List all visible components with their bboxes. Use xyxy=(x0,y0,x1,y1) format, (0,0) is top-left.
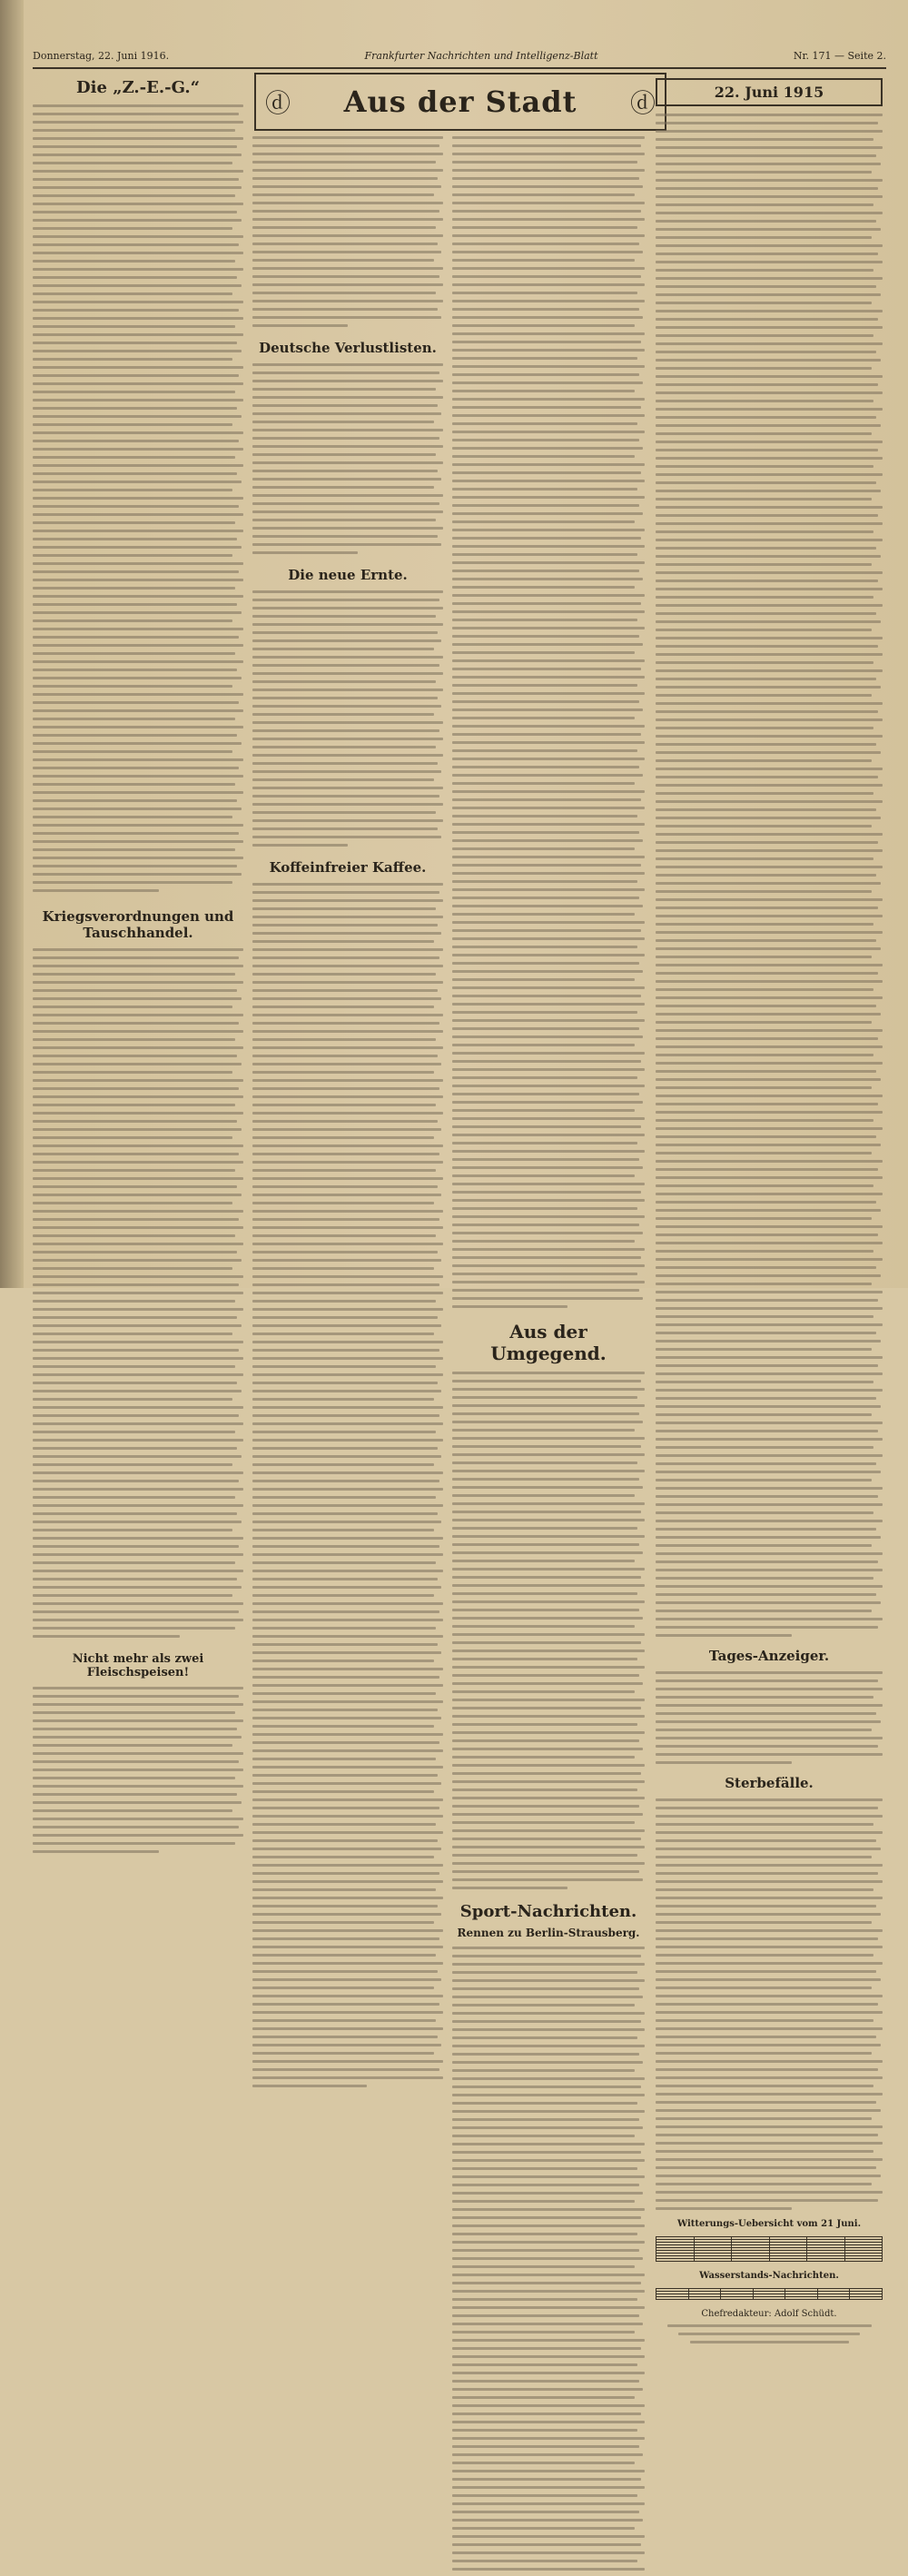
article-text xyxy=(33,1687,243,1853)
weather-table-title: Witterungs-Uebersicht vom 21 Juni. xyxy=(676,2219,862,2229)
article-text xyxy=(33,104,243,892)
date-box-text: 22. Juni 1915 xyxy=(714,84,824,101)
article-subheading-rennen: Rennen zu Berlin-Strausberg. xyxy=(457,1927,640,1939)
ornament-right-icon: ⓓ xyxy=(629,88,656,118)
section-masthead xyxy=(254,73,666,131)
section-title: Aus der Stadt xyxy=(343,84,577,119)
article-text xyxy=(452,1372,645,1889)
article-heading-tages-anzeiger: Tages-Anzeiger. xyxy=(708,1648,830,1664)
article-text xyxy=(252,363,443,554)
table-row xyxy=(656,2259,883,2262)
ornament-left-icon: ⓓ xyxy=(265,88,291,118)
header-rule xyxy=(33,67,886,69)
header-title: Frankfurter Nachrichten und Intelligenz-Blatt xyxy=(364,49,598,62)
column-2 xyxy=(252,136,443,2087)
column-4 xyxy=(656,73,883,2343)
page-header xyxy=(33,45,886,65)
water-table-title: Wasserstands-Nachrichten. xyxy=(699,2271,839,2281)
article-text xyxy=(452,1947,645,2576)
article-heading-sport: Sport-Nachrichten. xyxy=(459,1902,637,1921)
article-heading-fleischspeisen: Nicht mehr als zwei Fleischspeisen! xyxy=(72,1652,204,1679)
header-date: Donnerstag, 22. Juni 1916. xyxy=(33,49,170,62)
column-3 xyxy=(452,136,645,2576)
binding-edge xyxy=(0,0,24,1288)
article-text xyxy=(656,1798,883,2210)
article-heading-kaffee: Koffeinfreier Kaffee. xyxy=(269,859,427,876)
article-text xyxy=(252,136,443,327)
article-heading-sterbefaelle: Sterbefälle. xyxy=(725,1775,814,1791)
water-table xyxy=(656,2288,883,2300)
article-heading-ernte: Die neue Ernte. xyxy=(288,567,408,583)
colophon-text: Chefredakteur: Adolf Schüdt. xyxy=(701,2309,837,2319)
table-row xyxy=(656,2297,883,2300)
article-text xyxy=(33,948,243,1638)
article-text xyxy=(252,883,443,2087)
article-heading-verlustlisten: Deutsche Verlustlisten. xyxy=(259,340,437,356)
date-box xyxy=(656,78,883,106)
article-heading-umgegend: Aus der Umgegend. xyxy=(490,1321,607,1364)
colophon xyxy=(656,2309,883,2343)
article-text xyxy=(252,590,443,847)
weather-table xyxy=(656,2236,883,2262)
article-text xyxy=(452,136,645,1308)
article-heading-kriegsverordnungen: Kriegsverordnungen und Tauschhandel. xyxy=(42,908,234,941)
header-page: Nr. 171 — Seite 2. xyxy=(793,49,886,62)
article-text xyxy=(656,1671,883,1764)
article-text xyxy=(656,114,883,1637)
article-heading-zeg: Die „Z.-E.-G.“ xyxy=(76,78,200,97)
column-1 xyxy=(33,73,243,1853)
